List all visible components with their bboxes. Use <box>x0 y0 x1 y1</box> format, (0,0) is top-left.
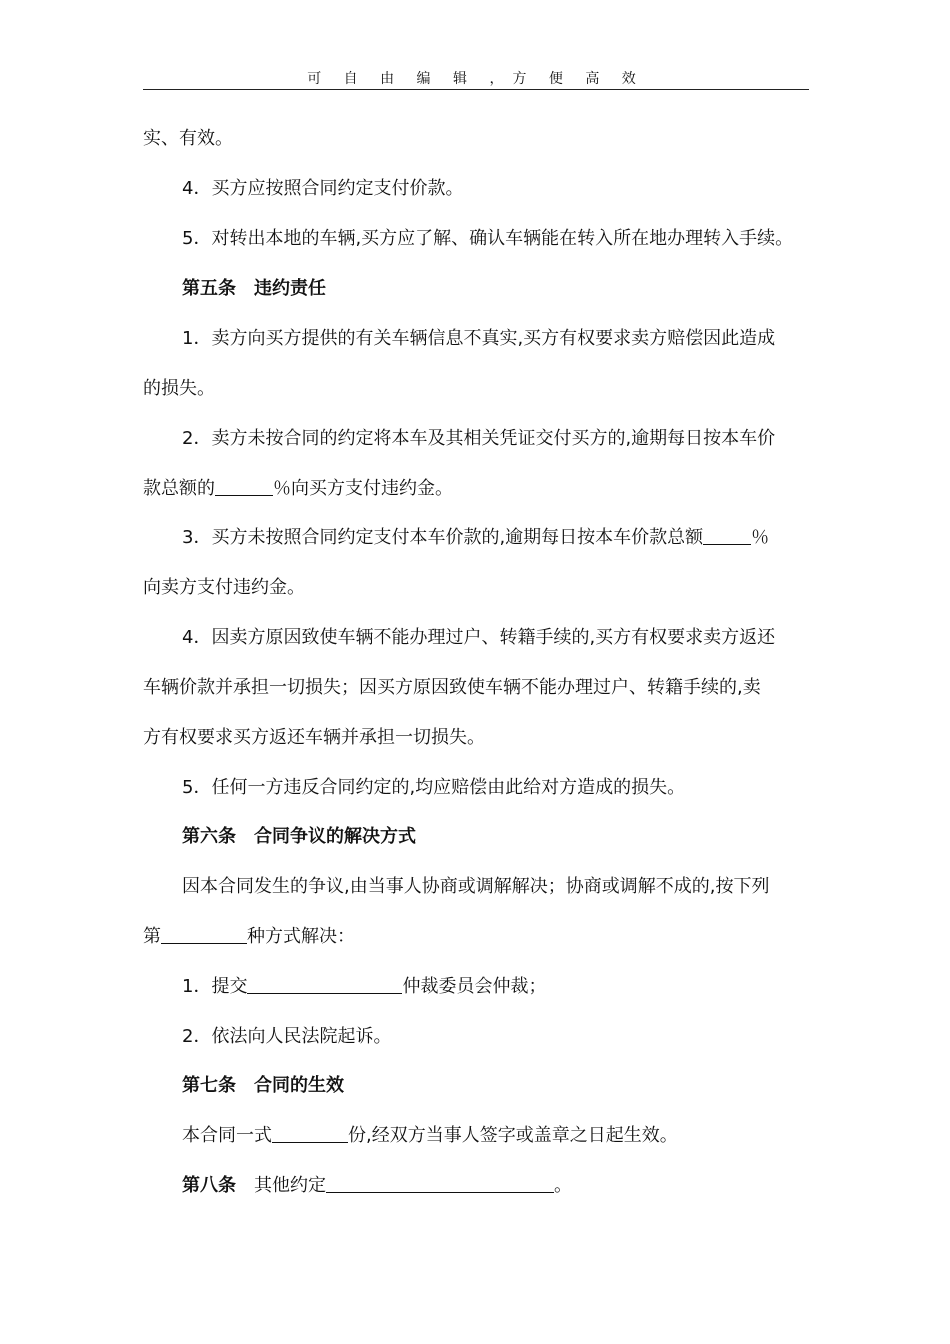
clause-line <box>182 1124 678 1148</box>
clause-5-line: 5．对转出本地的车辆,买方应了解、确认车辆能在转入所在地办理转入手续。 <box>182 228 794 249</box>
clause-line: 车辆价款并承担一切损失；因买方原因致使车辆不能办理过户、转籍手续的,卖 <box>143 677 761 698</box>
clause-text: ％向买方支付违约金。 <box>273 478 453 499</box>
copies-blank[interactable] <box>272 1124 348 1143</box>
clause-line <box>182 975 546 999</box>
paragraph-line: 实、有效。 <box>143 128 233 149</box>
section-8-title: 其他约定 <box>254 1175 326 1196</box>
section-6-title: 合同争议的解决方式 <box>254 826 416 847</box>
percent-blank[interactable] <box>703 526 751 545</box>
method-blank[interactable] <box>161 925 247 944</box>
clause-text: 。 <box>554 1175 572 1196</box>
clause-line: 2．依法向人民法院起诉。 <box>182 1026 392 1047</box>
page-header: 可 自 由 编 辑 ，方 便 高 效 <box>143 68 809 90</box>
section-8-label: 第八条 <box>182 1175 236 1196</box>
clause-text: 1．提交 <box>182 976 248 997</box>
clause-line: 因本合同发生的争议,由当事人协商或调解解决；协商或调解不成的,按下列 <box>182 876 770 897</box>
clause-text: 份,经双方当事人签字或盖章之日起生效。 <box>348 1125 678 1146</box>
percent-blank[interactable] <box>215 477 273 496</box>
clause-line: 方有权要求买方返还车辆并承担一切损失。 <box>143 727 485 748</box>
clause-4-line: 4．买方应按照合同约定支付价款。 <box>182 178 464 199</box>
clause-line: 5．任何一方违反合同约定的,均应赔偿由此给对方造成的损失。 <box>182 777 686 798</box>
clause-text: 款总额的 <box>143 478 215 499</box>
clause-text: ％ <box>751 527 770 548</box>
section-6-label: 第六条 <box>182 826 236 847</box>
clause-line <box>143 925 355 949</box>
clause-text: 仲裁委员会仲裁； <box>402 976 547 997</box>
section-7-label: 第七条 <box>182 1075 236 1096</box>
section-8-heading <box>182 1174 572 1198</box>
clause-line: 2．卖方未按合同的约定将本车及其相关凭证交付买方的,逾期每日按本车价 <box>182 428 776 449</box>
section-5-heading <box>182 277 326 301</box>
clause-text: 本合同一式 <box>182 1125 272 1146</box>
clause-text: 种方式解决： <box>247 926 355 947</box>
section-6-heading <box>182 825 416 849</box>
section-5-title: 违约责任 <box>254 278 326 299</box>
section-7-title: 合同的生效 <box>254 1075 344 1096</box>
clause-line <box>143 477 453 501</box>
other-terms-blank[interactable] <box>326 1174 554 1193</box>
clause-line: 向卖方支付违约金。 <box>143 577 305 598</box>
section-5-label: 第五条 <box>182 278 236 299</box>
clause-line: 4．因卖方原因致使车辆不能办理过户、转籍手续的,买方有权要求卖方返还 <box>182 627 776 648</box>
clause-line: 1．卖方向买方提供的有关车辆信息不真实,买方有权要求卖方赔偿因此造成 <box>182 328 776 349</box>
section-7-heading <box>182 1074 344 1098</box>
clause-line <box>182 526 769 550</box>
clause-line: 的损失。 <box>143 378 215 399</box>
arbitration-blank[interactable] <box>247 975 402 994</box>
clause-text: 第 <box>143 926 161 947</box>
clause-text: 3．买方未按照合同约定支付本车价款的,逾期每日按本车价款总额 <box>182 527 704 548</box>
